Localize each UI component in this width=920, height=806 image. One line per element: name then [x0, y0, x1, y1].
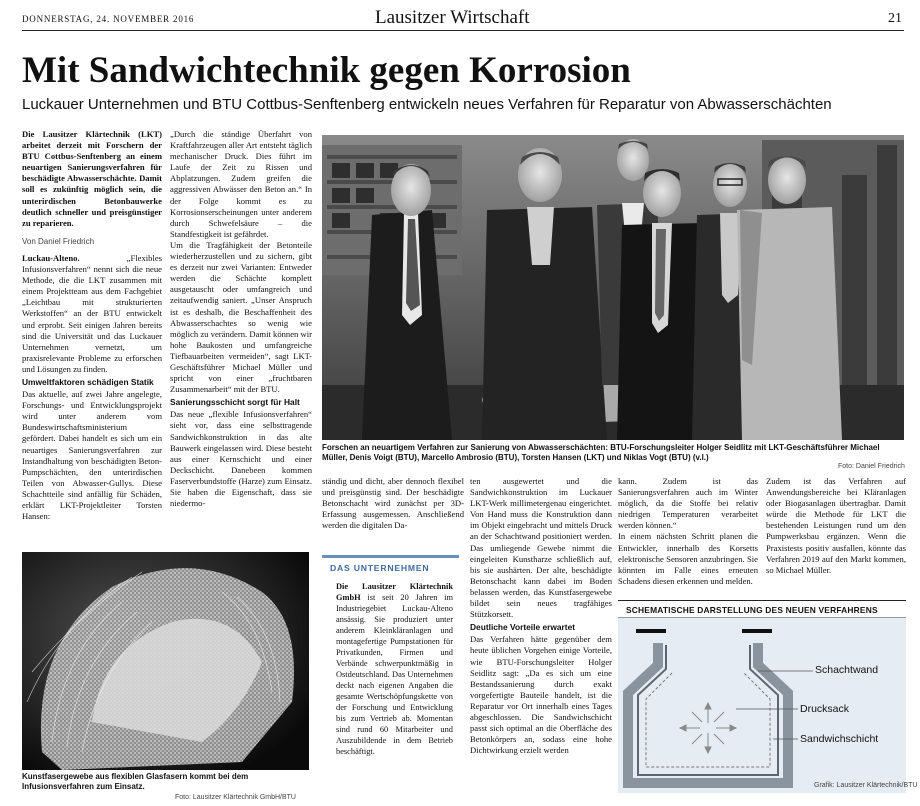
schematic-rule	[618, 600, 906, 601]
label-sandwichschicht: Sandwichschicht	[800, 733, 879, 745]
team-photo-caption	[322, 443, 904, 464]
caption-text: Forschen an neuartigem Verfahren zur Sanierung von Abwasserschächten: BTU-Forschungsleiter Holger Seidlitz mit LKT-Geschäftsführer Michael Müller, Denis Voigt (BTU), Marcello Ambrosio (BTU), Torsten Hansen (LKT) und Niklas Vogt (BTU) (v.l.)	[322, 443, 880, 463]
paragraph: Um die Tragfähigkeit der Betonteile wiederherzustellen und zu sichern, gibt es derzeit nur zwei Varianten: Entweder werden die Schächte komplett ausgetauscht oder umfangreich und zeitaufwendig saniert. „Unser Anspruch ist es deshalb, die Beschaffenheit des Abwasserschachtes so wenig wie möglich zu verändern. Damit können wir hohe Baukosten und umfangreiche Tiefbauarbeiten vermeiden“, sagt LKT-Geschäftsführer Michael Müller und spricht von einer „fruchtbaren Zusammenarbeit“ mit der BTU.	[170, 239, 312, 395]
column-3	[322, 476, 464, 556]
fiber-photo-caption: Kunstfasergewebe aus flexiblen Glasfasern kommt bei dem Infusionsverfahren zum Einsatz.	[22, 772, 249, 792]
column-1	[22, 129, 162, 549]
paragraph: kann. Zudem ist das Sanierungsverfahren auch im Winter möglich, da die Stoffe bei relativ niedrigen Temperaturen verarbeitet werden können.“	[618, 476, 758, 531]
paragraph: Das aktuelle, auf zwei Jahre angelegte, Forschungs- und Entwicklungsprojekt wird unter anderem vom Bundeswirtschaftsministerium gefördert. Dabei handelt es sich um ein neuartiges Sanierungsverfahren zur Instandhaltung von beschädigten Beton-Pumpschächten, den unterirdischen Teilen von Abwasser-Gullys. Diese Schachtteile sind anfällig für Schäden, erklärt LKT-Projektleiter Torsten Hansen:	[22, 389, 162, 522]
column-4	[470, 476, 612, 802]
paragraph-text: „Flexibles Infusionsverfahren“ nennt sich die neue Methode, die die LKT zusammen mit einem Projektteam aus dem Fachgebiet „Leichtbau mit strukturierten Werkstoffen“ an der BTU entwickelt und erprobt. Seit einigen Jahren bereits sind die Universität und das Luckauer Unternehmen vernetzt, um praxisrelevante Probleme zu erforschen und Lösungen zu finden.	[22, 252, 162, 374]
schematic-graphic	[618, 603, 906, 793]
paragraph: Zudem ist das Verfahren auf Anwendungsbereiche bei Kläranlagen oder Biogasanlagen übertragbar. Damit würde die Methode für LKT die bestehenden Leistungen rund um den Pumpwerksbau ergänzen. Wenn die Praxistests positiv ausfallen, könnte das Verfahren 2019 auf den Markt kommen, so Michael Müller.	[766, 476, 906, 575]
team-photo-graphic	[322, 135, 904, 440]
paragraph	[22, 253, 162, 375]
issue-date: DONNERSTAG, 24. NOVEMBER 2016	[22, 14, 195, 24]
subheading: Sanierungsschicht sorgt für Halt	[170, 397, 300, 408]
paragraph: „Durch die ständige Überfahrt von Kraftfahrzeugen aller Art entsteht täglich mechanischer Druck. Dies führt im Laufe der Zeit zu Rissen und Abplatzungen. Zudem greifen die aggressiven Abwässer den Beton an.“ In der Folge kommt es zu Korrosionserscheinungen unter anderem durch Schwefelsäure – die Standfestigkeit ist gefährdet.	[170, 129, 312, 239]
header-rule	[22, 30, 904, 31]
schematic-title: SCHEMATISCHE DARSTELLUNG DES NEUEN VERFAHRENS	[618, 603, 906, 618]
company-name: Die Lausitzer Klärtechnik GmbH	[336, 582, 453, 602]
fiber-photo-graphic	[22, 552, 309, 770]
paragraph: Das Verfahren hätte gegenüber dem heute üblichen Vorgehen einige Vorteile, wie BTU-Forschungsleiter Holger Seidlitz sagt: „Da es sich um eine Bestandssanierung durch exakt vorgefertigte Bauteile handelt, ist die Reparatur vor Ort innerhalb eines Tages abgeschlossen. Die Sandwichschicht passt sich optimal an die Oberfläche des Betonkörpers an, sodass eine hohe Dichtwirkung erzielt werden	[470, 634, 612, 756]
fiber-photo-credit: Foto: Lausitzer Klärtechnik GmbH/BTU	[175, 794, 296, 801]
company-box-text: ist seit 20 Jahren im Industriegebiet Luckau-Alteno ansässig. Sie produziert unter anderem Kleinkläranlagen und montagefertige Pumpstationen für Privatkunden, Firmen und Verbände schwerpunktmäßig in Ostdeutschland. Das Unternehmen deckt nach eigenen Angaben die gesamte Wertschöpfungskette von der Forschung und Entwicklung bis zum Vertrieb ab. Momentan sind rund 60 Mitarbeiter und Auszubildende in dem Betrieb beschäftigt.	[336, 593, 453, 756]
byline: Von Daniel Friedrich	[22, 236, 95, 246]
column-2	[170, 129, 312, 549]
page-number: 21	[888, 11, 902, 26]
team-photo	[322, 135, 904, 440]
label-drucksack: Drucksack	[800, 703, 850, 715]
subheadline: Luckauer Unternehmen und BTU Cottbus-Senftenberg entwickeln neues Verfahren für Reparatur von Abwasserschächten	[22, 96, 832, 113]
column-5	[618, 476, 758, 598]
subheading: Deutliche Vorteile erwartet	[470, 622, 576, 633]
company-info-box	[322, 555, 459, 797]
paragraph: ständig und dicht, aber dennoch flexibel und preisgünstig sind. Der beschädigte Betonschacht wird zunächst per 3D-Erfassung ausgemessen. Anschließend werden die digitalen Da-	[322, 476, 464, 531]
paragraph: In einem nächsten Schritt planen die Entwickler, innerhalb des Korsetts elektronische Sensoren anzubringen. Sie könnten im Falle eines erneuten Schadens diesen erkennen und melden.	[618, 531, 758, 586]
company-box-body	[322, 581, 459, 757]
paragraph: ten ausgewertet und die Sandwichkonstruktion im Luckauer LKT-Werk millimetergenau eingerichtet. Von Hand muss die Konstruktion dann im Objekt eingebracht und mittels Druck an der Schachtwand positioniert werden. Das umliegende Gewebe nimmt die eingeleiten Kunstharze schließlich auf, bis sie aushärten. Der alte, beschädigte Betonschacht kann dabei im Boden belassen werden, das Kunstfasergewebe bildet sein neues tragfähiges Stützkorsett.	[470, 476, 612, 620]
headline: Mit Sandwichtechnik gegen Korrosion	[22, 50, 631, 91]
dateline: Luckau-Alteno.	[22, 252, 80, 263]
team-photo-credit: Foto: Daniel Friedrich	[838, 463, 905, 470]
schematic-diagram	[618, 603, 906, 793]
company-box-title: DAS UNTERNEHMEN	[330, 563, 430, 573]
column-6	[766, 476, 906, 598]
article-lead: Die Lausitzer Klärtechnik (LKT) arbeitet derzeit mit Forschern der BTU Cottbus-Senftenberg an einem neuartigen Sanierungsverfahren für beschädigte Abwasserschächte. Damit soll es zukünftig möglich sein, die unterirdischen Betonbauwerke deutlich schneller und preisgünstiger zu reparieren.	[22, 129, 162, 228]
schematic-credit: Grafik: Lausitzer Klärtechnik/BTU	[814, 782, 918, 789]
section-title: Lausitzer Wirtschaft	[375, 7, 530, 28]
subheading: Umweltfaktoren schädigen Statik	[22, 376, 154, 387]
fiber-photo	[22, 552, 309, 770]
label-schachtwand: Schachtwand	[815, 664, 879, 676]
paragraph: Das neue „flexible Infusionsverfahren“ sieht vor, dass eine selbsttragende Sandwichkonstruktion in das alte Bauwerk eingelassen wird. Diese besteht aus einer Kernschicht und einer Deckschicht. Danebeen kommen Faserverbundstoffe (Harze) zum Einsatz. Sie haben die Eigenschaft, dass sie niedermo-	[170, 409, 312, 509]
